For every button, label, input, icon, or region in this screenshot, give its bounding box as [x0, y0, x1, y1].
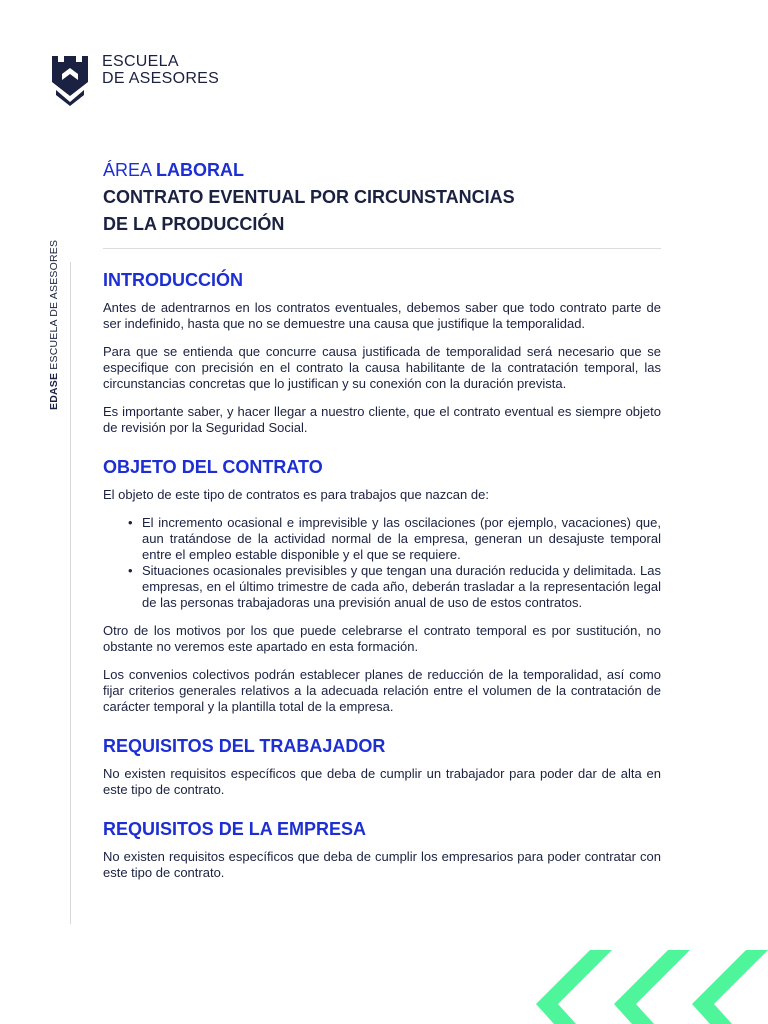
- empresa-paragraph-1: No existen requisitos específicos que deba de cumplir los empresarios para poder contratar con este tipo de contrato.: [103, 849, 661, 880]
- title-line-1: CONTRATO EVENTUAL POR CIRCUNSTANCIAS: [103, 187, 515, 207]
- objeto-paragraph-1: El objeto de este tipo de contratos es para trabajos que nazcan de:: [103, 487, 489, 502]
- intro-paragraph-3: Es importante saber, y hacer llegar a nuestro cliente, que el contrato eventual es siempre objeto de revisión por la Seguridad Social.: [103, 404, 661, 435]
- list-item: • El incremento ocasional e imprevisible y las oscilaciones (por ejemplo, vacaciones) que, aun tratándose de la actividad normal de la empresa, generan un desajuste temporal entre el empleo estable disponible y el que se requiere.: [142, 515, 661, 563]
- sidebar-label-bold: EDASE: [48, 372, 60, 410]
- section-heading-objeto: OBJETO DEL CONTRATO: [103, 457, 323, 477]
- document-body: [103, 159, 661, 881]
- area-name: LABORAL: [156, 160, 245, 180]
- area-label: [103, 159, 661, 181]
- list-item: • Situaciones ocasionales previsibles y que tengan una duración reducida y delimitada. Las empresas, en el último trimestre de cada año, deberán trasladar a la representación legal de las personas trabajadoras una previsión anual de uso de estos contratos.: [142, 563, 661, 611]
- sidebar-label: [48, 240, 60, 410]
- decorative-chevrons: [536, 950, 768, 1024]
- chevron-left-icon: [692, 950, 768, 1024]
- sidebar-label-text: ESCUELA DE ASESORES: [48, 239, 60, 370]
- brand-line-1: ESCUELA: [102, 53, 179, 70]
- section-heading-empresa: REQUISITOS DE LA EMPRESA: [103, 819, 367, 839]
- trabajador-paragraph-1: No existen requisitos específicos que deba de cumplir un trabajador para poder dar de alta en este tipo de contrato.: [103, 766, 661, 797]
- area-prefix: ÁREA: [103, 160, 152, 180]
- intro-paragraph-2: Para que se entienda que concurre causa justificada de temporalidad será necesario que se especifique con precisión en el contrato la causa habilitante de la contratación temporal, las circunstancias concretas que lo justifican y su conexión con la duración prevista.: [103, 344, 661, 391]
- section-heading-intro: INTRODUCCIÓN: [103, 270, 243, 290]
- intro-paragraph-1: Antes de adentrarnos en los contratos eventuales, debemos saber que todo contrato parte de ser indefinido, hasta que no se demuestre una causa que justifique la temporalidad.: [103, 300, 661, 331]
- title-divider: [103, 248, 661, 249]
- page-title: [103, 184, 661, 238]
- sidebar-divider: [70, 262, 71, 924]
- brand-name: [102, 53, 219, 87]
- chevron-left-icon: [614, 950, 690, 1024]
- section-heading-trabajador: REQUISITOS DEL TRABAJADOR: [103, 736, 386, 756]
- chevron-left-icon: [536, 950, 612, 1024]
- brand-logo: [52, 52, 219, 106]
- brand-line-2: DE ASESORES: [102, 70, 220, 87]
- title-line-2: DE LA PRODUCCIÓN: [103, 214, 285, 234]
- objeto-paragraph-2: Otro de los motivos por los que puede celebrarse el contrato temporal es por sustitución, no obstante no veremos este apartado en esta formación.: [103, 623, 661, 654]
- shield-logo-icon: [52, 52, 88, 106]
- objeto-bullet-list: [103, 515, 661, 611]
- objeto-paragraph-3: Los convenios colectivos podrán establecer planes de reducción de la temporalidad, así como fijar criterios generales relativos a la adecuada relación entre el volumen de la contratación de carácter temporal y la plantilla total de la empresa.: [103, 667, 661, 714]
